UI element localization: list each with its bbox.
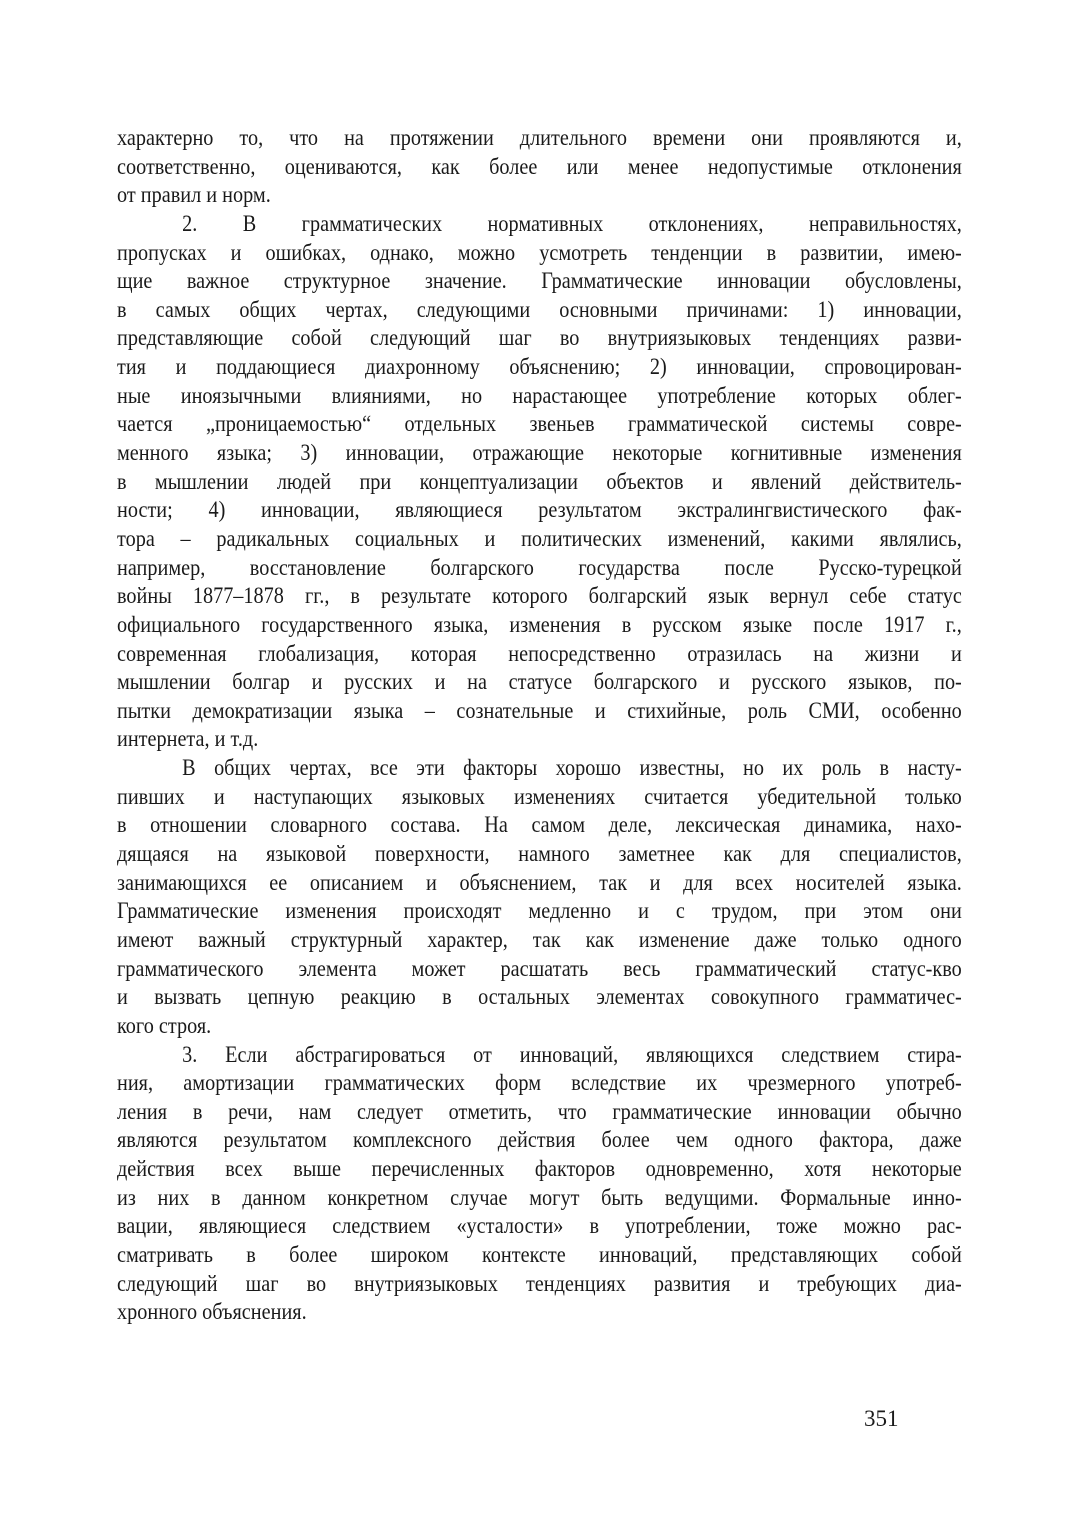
text-line: пытки демократизации языка – сознательные и стихийные, роль СМИ, особенно bbox=[117, 697, 962, 723]
text-line: официального государственного языка, изменения в русском языке после 1917 г., bbox=[117, 611, 962, 637]
text-line: характерно то, что на протяжении длительного времени они проявляются и, bbox=[117, 125, 962, 150]
text-line: соответственно, оцениваются, как более или менее недопустимые отклонения bbox=[117, 153, 962, 179]
text-line: имеют важный структурный характер, так как изменение даже только одного bbox=[117, 926, 962, 952]
paragraph-first-line: 2. В грамматических нормативных отклонениях, неправильностях, bbox=[182, 210, 962, 236]
text-line: чается „проницаемостью“ отдельных звеньев грамматической системы совре- bbox=[117, 411, 962, 437]
text-line: тия и поддающиеся диахронному объяснению; 2) инновации, спровоцирован- bbox=[117, 354, 962, 380]
text-line: от правил и норм. bbox=[117, 182, 271, 208]
text-line: сматривать в более широком контексте инноваций, представляющих собой bbox=[117, 1241, 962, 1267]
text-line: войны 1877–1878 гг., в результате которого болгарский язык вернул себе статус bbox=[117, 583, 962, 609]
paragraph-first-line: В общих чертах, все эти факторы хорошо известны, но их роль в насту- bbox=[182, 755, 962, 781]
text-line: например, восстановление болгарского государства после Русско-турецкой bbox=[117, 554, 962, 580]
text-line: действия всех выше перечисленных факторов одновременно, хотя некоторые bbox=[117, 1156, 962, 1182]
text-line: следующий шаг во внутриязыковых тенденциях развития и требующих диа- bbox=[117, 1270, 962, 1296]
text-line: менного языка; 3) инновации, отражающие некоторые когнитивные изменения bbox=[117, 440, 962, 466]
text-line: ления в речи, нам следует отметить, что грамматические инновации обычно bbox=[117, 1098, 962, 1124]
text-line: современная глобализация, которая непосредственно отразилась на жизни и bbox=[117, 640, 962, 666]
text-line: тора – радикальных социальных и политических изменений, какими являлись, bbox=[117, 525, 962, 551]
text-line: представляющие собой следующий шаг во внутриязыковых тенденциях разви- bbox=[117, 325, 962, 351]
text-line: из них в данном конкретном случае могут быть ведущими. Формальные инно- bbox=[117, 1184, 962, 1210]
text-line: в самых общих чертах, следующими основными причинами: 1) инновации, bbox=[117, 296, 962, 322]
text-line: грамматического элемента может расшатать весь грамматический статус-кво bbox=[117, 955, 962, 981]
text-line: пивших и наступающих языковых изменениях считается убедительной только bbox=[117, 783, 962, 809]
text-line: являются результатом комплексного действия более чем одного фактора, даже bbox=[117, 1127, 962, 1153]
text-line: пропусках и ошибках, однако, можно усмотреть тенденции в развитии, имею- bbox=[117, 239, 962, 265]
page-number: 351 bbox=[864, 1406, 899, 1431]
text-line: ния, амортизации грамматических форм вследствие их чрезмерного употреб- bbox=[117, 1070, 962, 1096]
text-line: дящаяся на языковой поверхности, намного заметнее как для специалистов, bbox=[117, 841, 962, 867]
text-line: мышлении болгар и русских и на статусе болгарского и русского языков, по- bbox=[117, 669, 962, 695]
text-line: ные иноязычными влияниями, но нарастающее употребление которых облег- bbox=[117, 382, 962, 408]
text-line: и вызвать цепную реакцию в остальных элементах совокупного грамматичес- bbox=[117, 984, 962, 1010]
body-text bbox=[117, 124, 962, 1327]
text-line: щие важное структурное значение. Грамматические инновации обусловлены, bbox=[117, 268, 962, 294]
text-line: вации, являющиеся следствием «усталости» в употреблении, тоже можно рас- bbox=[117, 1213, 962, 1239]
text-line: ности; 4) инновации, являющиеся результатом экстралингвистического фак- bbox=[117, 497, 962, 523]
text-line: занимающихся ее описанием и объяснением, так и для всех носителей языка. bbox=[117, 869, 962, 895]
text-line: в мышлении людей при концептуализации объектов и явлений действитель- bbox=[117, 468, 962, 494]
text-line: Грамматические изменения происходят медленно и с трудом, при этом они bbox=[117, 898, 962, 924]
text-line: интернета, и т.д. bbox=[117, 726, 259, 752]
paragraph-first-line: 3. Если абстрагироваться от инноваций, являющихся следствием стира- bbox=[182, 1041, 962, 1067]
text-line: кого строя. bbox=[117, 1012, 212, 1038]
text-line: хронного объяснения. bbox=[117, 1299, 307, 1325]
text-line: в отношении словарного состава. На самом деле, лексическая динамика, нахо- bbox=[117, 812, 962, 838]
